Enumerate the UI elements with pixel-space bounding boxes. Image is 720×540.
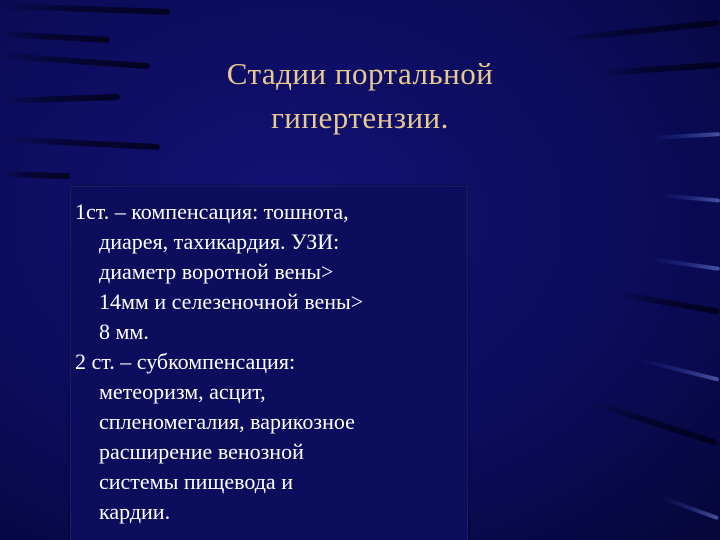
slide-title-line: гипертензии. bbox=[271, 100, 449, 135]
slide-title-line: Стадии портальной bbox=[226, 56, 494, 91]
decorative-streak bbox=[592, 400, 717, 446]
decorative-streak bbox=[0, 53, 150, 69]
decorative-streak bbox=[0, 171, 70, 179]
decorative-streak bbox=[0, 3, 170, 15]
text-line: 2 ст. – субкомпенсация: bbox=[75, 349, 296, 374]
slide-title bbox=[160, 52, 560, 140]
stage-2-paragraph bbox=[71, 347, 467, 527]
text-line: диаметр воротной вены> bbox=[99, 259, 334, 284]
decorative-streak bbox=[660, 193, 720, 202]
decorative-streak bbox=[600, 62, 720, 76]
decorative-streak bbox=[620, 291, 720, 314]
decorative-streak bbox=[650, 132, 720, 140]
decorative-streak bbox=[661, 496, 719, 520]
text-line: системы пищевода и bbox=[99, 469, 293, 494]
text-line: расширение венозной bbox=[99, 439, 304, 464]
text-line: 8 мм. bbox=[99, 319, 149, 344]
text-line: диарея, тахикардия. УЗИ: bbox=[99, 229, 340, 254]
body-text-box bbox=[70, 186, 468, 540]
text-line: метеоризм, асцит, bbox=[99, 379, 266, 404]
text-line: 1ст. – компенсация: тошнота, bbox=[75, 199, 349, 224]
stage-1-paragraph bbox=[71, 197, 467, 347]
decorative-streak bbox=[641, 358, 720, 381]
text-line: кардии. bbox=[99, 499, 171, 524]
text-line: спленомегалия, варикозное bbox=[99, 409, 355, 434]
decorative-streak bbox=[0, 136, 160, 150]
decorative-streak bbox=[0, 94, 120, 104]
text-line: 14мм и селезеночной вены> bbox=[99, 289, 364, 314]
decorative-streak bbox=[650, 257, 720, 271]
decorative-streak bbox=[560, 20, 720, 43]
decorative-streak bbox=[0, 31, 110, 43]
